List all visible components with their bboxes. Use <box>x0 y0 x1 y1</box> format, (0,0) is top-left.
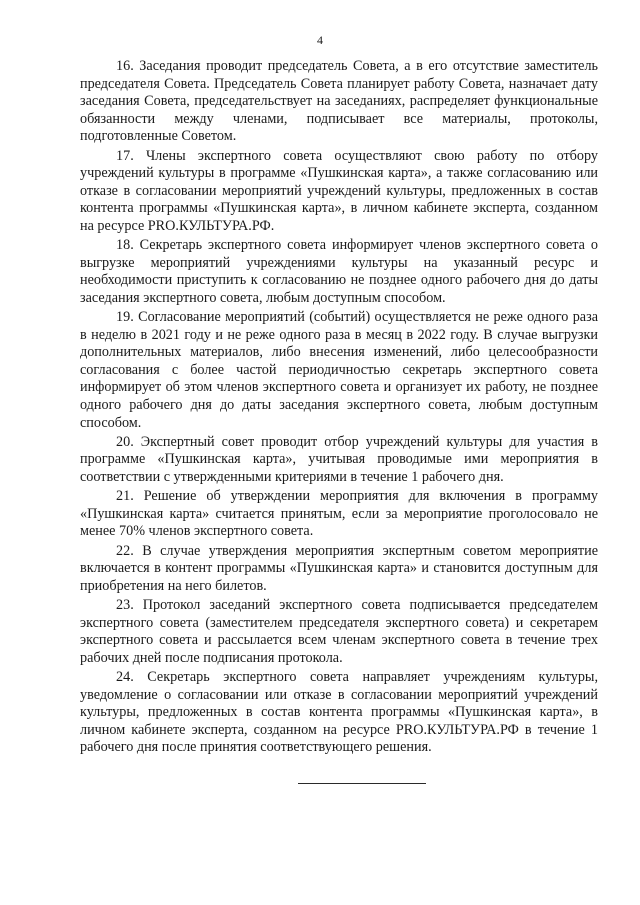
paragraph-24: 24. Секретарь экспертного совета направляет учреждениям культуры, уведомление о согласовании или отказе в согласовании мероприятий учреждений культуры, предложенных в состав контента программы «Пушкинская карта», в личном кабинете эксперта, созданном на ресурсе PRO.КУЛЬТУРА.РФ в течение 1 рабочего дня после принятия соответствующего решения. <box>80 668 598 756</box>
paragraph-17: 17. Члены экспертного совета осуществляют свою работу по отбору учреждений культуры в программе «Пушкинская карта», а также согласованию или отказе в согласовании мероприятий учреждений культуры, предложенных в состав контента программы «Пушкинская карта», в личном кабинете эксперта, созданном на ресурсе PRO.КУЛЬТУРА.РФ. <box>80 147 598 234</box>
paragraph-22: 22. В случае утверждения мероприятия экспертным советом мероприятие включается в контент программы «Пушкинская карта» и становится доступным для приобретения на него билетов. <box>80 542 598 594</box>
paragraph-23: 23. Протокол заседаний экспертного совета подписывается председателем экспертного совета (заместителем председателя экспертного совета) и секретарем экспертного совета и рассылается всем членам экспертного совета в течение трех рабочих дней после подписания протокола. <box>80 596 598 666</box>
paragraph-19: 19. Согласование мероприятий (событий) осуществляется не реже одного раза в неделю в 2021 году и не реже одного раза в месяц в 2022 году. В случае выгрузки дополнительных материалов, либо внесения изменений, либо целесообразности согласования с более частой периодичностью секретарь экспертного совета информирует об этом членов экспертного совета и организует их работу, не позднее одного рабочего дня до даты заседания экспертного совета, любым доступным способом. <box>80 309 598 431</box>
page-number: 4 <box>317 33 323 47</box>
paragraph-18: 18. Секретарь экспертного совета информирует членов экспертного совета о выгрузке мероприятий учреждениями культуры на указанный ресурс и необходимости приступить к согласованию не позднее одного рабочего дня до даты заседания экспертного совета, любым доступным способом. <box>80 237 598 306</box>
paragraph-21: 21. Решение об утверждении мероприятия для включения в программу «Пушкинская карта» считается принятым, если за мероприятие проголосовало не менее 70% членов экспертного совета. <box>80 488 598 540</box>
document-body <box>80 58 598 759</box>
paragraph-20: 20. Экспертный совет проводит отбор учреждений культуры для участия в программе «Пушкинская карта», учитывая проводимые ими мероприятия в соответствии с утвержденными критериями в течение 1 рабочего дня. <box>80 433 598 486</box>
paragraph-16: 16. Заседания проводит председатель Совета, а в его отсутствие заместитель председателя Совета. Председатель Совета планирует работу Совета, назначает дату заседания Совета, председательствует на заседаниях, распределяет функциональные обязанности между членами, подписывает все материалы, протоколы, подготовленные Советом. <box>80 58 598 145</box>
end-divider-line <box>298 783 426 784</box>
